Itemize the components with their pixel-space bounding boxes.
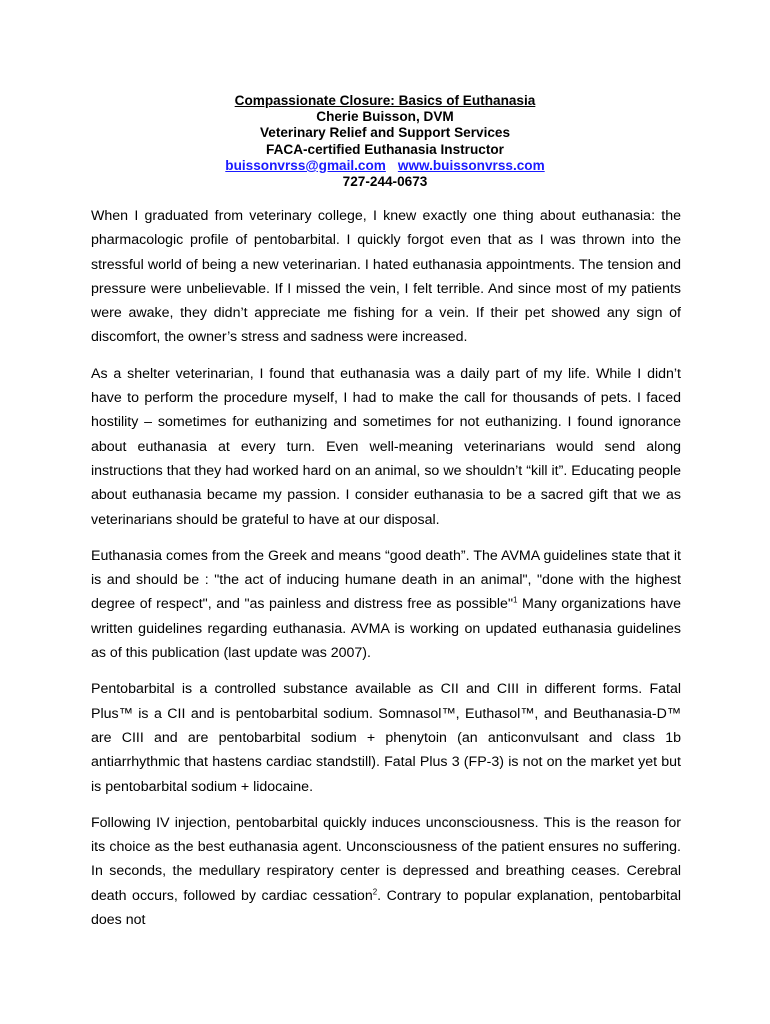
paragraph-definition-text-b: Many organizations have written guidelines regarding euthanasia. AVMA is working on updated euthanasia guidelines as of this publication (last update was 2007). (91, 596, 681, 662)
phone-number: 727-244-0673 (342, 174, 428, 190)
contact-links (0, 158, 770, 174)
paragraph-graduation: When I graduated from veterinary college, I knew exactly one thing about euthanasia: the pharmacologic profile of pentobarbital. I quickly forgot even that as I was thrown into the stressful world of being a new veterinarian. I hated euthanasia appointments. The tension and pressure were unbelievable. If I missed the vein, I felt terrible. And since most of my patients were awake, they didn’t appreciate me fishing for a vein. If their pet showed any sign of discomfort, the owner’s stress and sadness were increased. (91, 208, 681, 346)
certification-line: FACA-certified Euthanasia Instructor (266, 141, 504, 157)
paragraph-iv-injection (91, 811, 681, 932)
website-link[interactable]: www.buissonvrss.com (397, 157, 545, 173)
paragraph-definition-text-a: Euthanasia comes from the Greek and means “good death”. The AVMA guidelines state that it is and should be : "the act of inducing humane death in an animal", "done with the highest degree of respect", and "as painless and distress free as possible" (91, 547, 681, 613)
document-title: Compassionate Closure: Basics of Euthanasia (234, 93, 536, 108)
document-body (91, 204, 681, 944)
footnote-ref-2: 2 (372, 886, 378, 896)
footnote-ref-1: 1 (512, 595, 518, 605)
paragraph-pentobarbital: Pentobarbital is a controlled substance available as CII and CIII in different forms. Fatal Plus™ is a CII and is pentobarbital sodium. Somnasol™, Euthasol™, and Beuthanasia-D™ are CIII and are pentobarbital sodium + phenytoin (an anticonvulsant and class 1b antiarrhythmic that hastens cardiac standstill). Fatal Plus 3 (FP-3) is not on the market yet but is pentobarbital sodium + lidocaine. (91, 681, 681, 795)
document-header (0, 93, 770, 190)
email-link[interactable]: buissonvrss@gmail.com (225, 157, 386, 173)
paragraph-iv-text-b: . Contrary to popular explanation, pentobarbital does not (91, 887, 681, 929)
paragraph-definition (91, 544, 681, 665)
organization-name: Veterinary Relief and Support Services (259, 125, 511, 141)
author-name: Cherie Buisson, DVM (316, 109, 454, 125)
paragraph-iv-text-a: Following IV injection, pentobarbital quickly induces unconsciousness. This is the reason for its choice as the best euthanasia agent. Unconsciousness of the patient ensures no suffering. In seconds, the medullary respiratory center is depressed and breathing ceases. Cerebral death occurs, followed by cardiac cessation (91, 814, 681, 904)
paragraph-shelter: As a shelter veterinarian, I found that euthanasia was a daily part of my life. While I didn’t have to perform the procedure myself, I had to make the call for thousands of pets. I faced hostility – sometimes for euthanizing and sometimes for not euthanizing. I found ignorance about euthanasia at every turn. Even well-meaning veterinarians would send along instructions that they had worked hard on an animal, so we shouldn’t “kill it”. Educating people about euthanasia became my passion. I consider euthanasia to be a sacred gift that we as veterinarians should be grateful to have at our disposal. (91, 365, 681, 528)
